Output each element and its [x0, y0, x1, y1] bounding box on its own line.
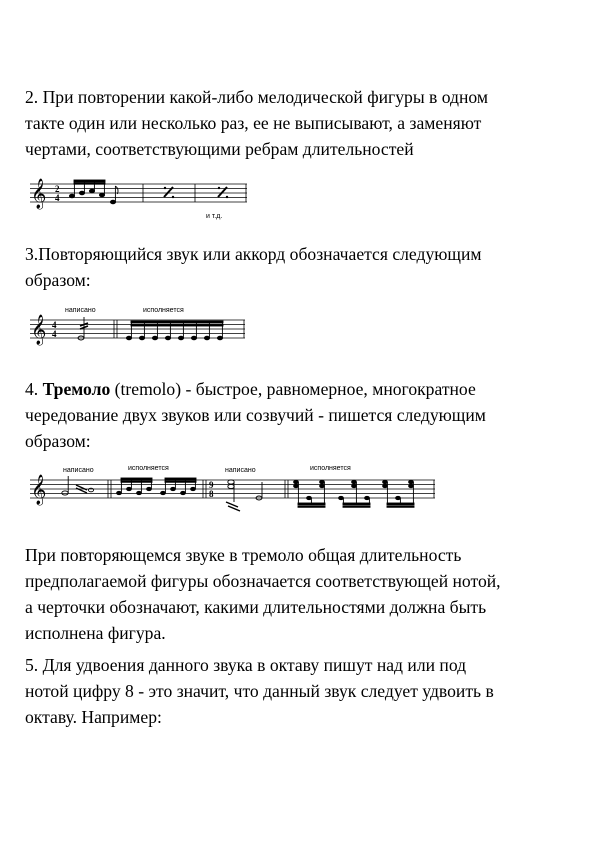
written-quarter-note-with-slashes: [78, 317, 88, 340]
time-signature-bottom: 4: [55, 193, 60, 203]
example-tremolo-staff: [25, 460, 445, 520]
section-4-line-3: образом:: [25, 431, 91, 451]
written-label: написано: [65, 307, 96, 314]
section-3-text: [25, 241, 570, 293]
tremolo-note-text: [25, 542, 570, 646]
time-signature-bottom: 8: [209, 489, 214, 499]
section-5-line-2: нотой цифру 8 - это значит, что данный звук следует удвоить в: [25, 681, 494, 701]
section-2-line-1: 2. При повторении какой-либо мелодической фигуры в одном: [25, 87, 489, 107]
treble-clef-icon: 𝄞: [31, 315, 47, 345]
section-5-text: [25, 652, 570, 730]
time-signature-top: 9: [209, 480, 214, 490]
treble-clef-icon: 𝄞: [31, 475, 47, 505]
written-label-2: написано: [225, 467, 256, 474]
section-2-line-2: такте один или несколько раз, ее не выписывают, а заменяют: [25, 113, 482, 133]
section-2-text: [25, 84, 570, 162]
section-2-line-3: чертами, соответствующими ребрам длительностей: [25, 139, 414, 159]
treble-clef-icon: 𝄞: [31, 179, 47, 209]
time-signature-top: 4: [52, 320, 57, 330]
performed-label-2: исполняется: [310, 465, 351, 472]
written-label-1: написано: [63, 467, 94, 474]
example-repeated-note-staff: [25, 300, 255, 352]
performed-label: исполняется: [143, 307, 184, 314]
section-4-line-1-rest: (tremolo) - быстрое, равномерное, многократное: [110, 379, 476, 399]
tremolo-note-line-4: исполнена фигура.: [25, 623, 166, 643]
time-signature-top: 2: [55, 184, 60, 194]
tremolo-note-line-1: При повторяющемся звуке в тремоло общая длительность: [25, 545, 462, 565]
section-4-text: [25, 376, 570, 454]
time-signature-bottom: 4: [52, 329, 57, 339]
tremolo-note-line-3: а черточки обозначают, какими длительностями должна быть: [25, 597, 487, 617]
section-5-line-1: 5. Для удвоения данного звука в октаву пишут над или под: [25, 655, 467, 675]
section-3-line-1: 3.Повторяющийся звук или аккорд обозначается следующим: [25, 244, 482, 264]
tremolo-note-line-2: предполагаемой фигуры обозначается соответствующей нотой,: [25, 571, 501, 591]
etc-label: и т.д.: [206, 213, 223, 220]
example-repeat-figure-staff: [25, 166, 255, 224]
section-5-line-3: октаву. Например:: [25, 707, 162, 727]
performed-sixteenth-notes: [126, 321, 223, 340]
section-4-line-2: чередование двух звуков или созвучий - пишется следующим: [25, 405, 486, 425]
performed-tremolo-notes-1: [117, 478, 196, 495]
tremolo-term: Тремоло: [42, 379, 111, 399]
written-tremolo-note-1: [62, 476, 94, 495]
section-4-number: 4.: [25, 379, 43, 399]
performed-label-1: исполняется: [128, 465, 169, 472]
section-3-line-2: образом:: [25, 270, 91, 290]
